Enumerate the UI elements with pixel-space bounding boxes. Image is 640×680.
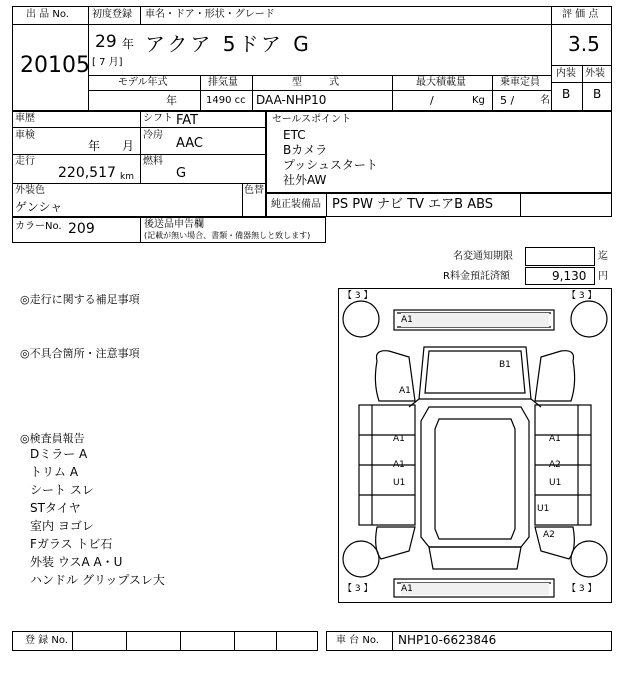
interior-grade: B: [562, 87, 571, 101]
damage-right-rear-door: A2: [549, 460, 561, 470]
ac-label: 冷房: [143, 130, 163, 141]
exterior-label: 外装: [585, 68, 605, 79]
color-no-value: 209: [68, 221, 95, 237]
wheel-rear-right-icon: [571, 541, 607, 577]
damage-left-rear-door: U1: [393, 478, 406, 488]
recycle-label: R料金預託済額: [443, 271, 510, 282]
damage-front-bumper: A1: [401, 315, 413, 325]
displacement-value: 1490 cc: [206, 95, 246, 106]
load-unit: Kg: [472, 95, 485, 106]
car-name: アクア 5ドア G: [145, 32, 312, 56]
ac-value: AAC: [176, 136, 203, 151]
month-value: [ 7 月]: [92, 57, 123, 68]
mileage-unit: km: [120, 172, 134, 182]
damage-right-rear-door: U1: [549, 478, 562, 488]
name-change-field: [525, 247, 595, 266]
color-no-label: カラーNo.: [15, 221, 62, 232]
recycle-unit: 円: [598, 271, 608, 282]
wheel-front-right-icon: [571, 301, 607, 337]
reg-no-label: 登 録 No.: [25, 635, 68, 646]
capacity-unit: 名: [540, 95, 550, 106]
displacement-label: 排気量: [208, 77, 238, 88]
docs-label: 後送品申告欄: [144, 219, 204, 230]
sales-point-item: プッシュスタート: [283, 158, 378, 172]
max-load-label: 最大積載量: [416, 77, 466, 88]
inspector-item: シート スレ: [30, 483, 94, 497]
damage-right-quarter: A2: [543, 530, 555, 540]
lot-no-label: 出 品 No.: [26, 9, 69, 20]
tire-depth-rear-left: 【 3 】: [343, 584, 373, 594]
docs-note: (記載が無い場合、書類・備器無しと致します): [144, 231, 311, 240]
history-label: 車歴: [15, 113, 35, 124]
fuel-value: G: [176, 166, 187, 181]
year-unit: 年: [122, 37, 135, 51]
interior-label: 内装: [556, 68, 576, 79]
sales-point-item: Bカメラ: [283, 143, 328, 157]
mileage-value: 220,517: [58, 165, 116, 181]
chassis-label: 車 台 No.: [336, 635, 379, 646]
rating-value: 3.5: [568, 32, 600, 56]
inspector-item: 室内 ヨゴレ: [30, 519, 94, 533]
tire-depth-front-right: 【 3 】: [567, 291, 597, 301]
damage-left-front-door: A1: [393, 434, 405, 444]
inspection-year-unit: 年: [88, 139, 101, 153]
rating-label: 評 価 点: [562, 9, 599, 20]
driving-notes-title: ◎走行に関する補足事項: [20, 293, 140, 306]
tire-depth-rear-right: 【 3 】: [567, 584, 597, 594]
year-value: 29: [95, 32, 117, 52]
tire-depth-front-left: 【 3 】: [343, 291, 373, 301]
car-name-label: 車名・ドア・形状・グレード: [145, 9, 275, 20]
inspector-item: Fガラス トビ石: [30, 537, 113, 551]
color-label: 外装色: [15, 185, 45, 196]
inspector-item: STタイヤ: [30, 501, 81, 515]
inspector-title: ◎検査員報告: [20, 432, 85, 445]
inspector-item: ハンドル グリップスレ大: [30, 573, 165, 587]
damage-right-front-door: A1: [549, 434, 561, 444]
type-label: 型 式: [292, 77, 352, 88]
first-reg-label: 初度登録: [92, 9, 132, 20]
sales-point-item: 社外AW: [283, 173, 327, 187]
car-outline: [339, 289, 611, 602]
capacity-label: 乗車定員: [500, 77, 540, 88]
color-value: ゲンシャ: [15, 200, 63, 214]
model-year-unit: 年: [166, 94, 177, 107]
inspector-item: トリム A: [30, 465, 79, 479]
inspection-month-unit: 月: [122, 139, 135, 153]
damage-left-fender: A1: [399, 386, 411, 396]
sales-point-item: ETC: [283, 128, 306, 142]
wheel-front-left-icon: [343, 301, 379, 337]
chassis-no: NHP10-6623846: [398, 633, 497, 647]
exterior-grade: B: [593, 87, 602, 101]
damage-left-rear-door: A1: [393, 460, 405, 470]
recycle-amount: 9,130: [552, 269, 587, 283]
shift-value: FAT: [176, 113, 199, 128]
damage-rear-bumper: A1: [401, 584, 413, 594]
shift-label: シフト: [143, 113, 173, 124]
fuel-label: 燃料: [143, 156, 163, 167]
name-change-label: 名変通知期限: [453, 251, 513, 262]
model-year-label: モデル年式: [118, 77, 168, 88]
defects-title: ◎不具合箇所・注意事項: [20, 347, 140, 360]
sales-points-label: セールスポイント: [272, 114, 352, 125]
capacity-value: 5 /: [500, 94, 515, 107]
mileage-label: 走行: [15, 156, 35, 167]
equipment-value: PS PW ナビ TV エアB ABS: [332, 197, 494, 212]
inspection-label: 車検: [15, 130, 35, 141]
damage-right-quarter: U1: [537, 504, 550, 514]
equipment-label: 純正装備品: [271, 199, 321, 210]
lot-no: 20105: [20, 53, 90, 78]
car-diagram: [338, 288, 612, 603]
max-load-value: /: [430, 94, 434, 107]
inspector-item: Dミラー A: [30, 447, 88, 461]
name-change-unit: 迄: [598, 251, 608, 262]
model-code: DAA-NHP10: [256, 93, 327, 107]
repaint-label: 色替: [244, 185, 264, 196]
wheel-rear-left-icon: [343, 541, 379, 577]
damage-hood: B1: [499, 360, 511, 370]
inspector-item: 外装 ウスA A・U: [30, 555, 123, 569]
